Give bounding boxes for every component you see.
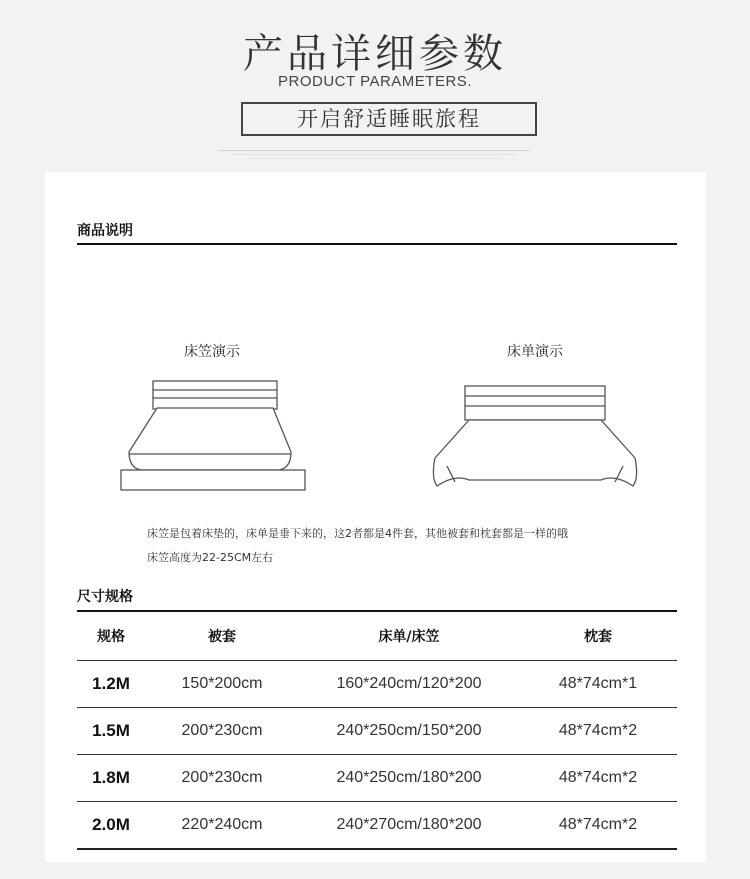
duvet-cover-cell: 200*230cm [145,755,299,802]
fitted-sheet-label: 床笠演示 [184,344,240,360]
column-header: 床单/床笠 [299,612,519,661]
duvet-cover-cell: 220*240cm [145,802,299,850]
description-section-title: 商品说明 [77,223,133,239]
page-header [0,0,750,170]
specs-table [77,612,677,850]
specs-section-title: 尺寸规格 [77,589,133,605]
sheet-cell: 240*250cm/180*200 [299,755,519,802]
content-panel [45,172,706,862]
size-cell: 1.2M [77,661,145,708]
table-row [77,802,677,850]
duvet-cover-cell: 150*200cm [145,661,299,708]
flat-sheet-bed-icon [425,378,655,493]
sheet-cell: 160*240cm/120*200 [299,661,519,708]
pillowcase-cell: 48*74cm*2 [519,802,677,850]
fitted-sheet-bed-icon [119,378,309,493]
page-title-english: PRODUCT PARAMETERS. [278,73,472,90]
description-text-2: 床笠高度为22-25CM左右 [147,551,274,564]
column-header: 被套 [145,612,299,661]
table-row [77,755,677,802]
size-cell: 2.0M [77,802,145,850]
flat-sheet-label: 床单演示 [507,344,563,360]
pillowcase-cell: 48*74cm*1 [519,661,677,708]
decorative-lines [218,150,530,162]
sheet-cell: 240*250cm/150*200 [299,708,519,755]
column-header: 规格 [77,612,145,661]
table-header-row [77,612,677,661]
description-text-1: 床笠是包着床垫的，床单是垂下来的，这2者都是4件套，其他被套和枕套都是一样的哦 [147,527,568,540]
sheet-cell: 240*270cm/180*200 [299,802,519,850]
size-cell: 1.5M [77,708,145,755]
column-header: 枕套 [519,612,677,661]
size-cell: 1.8M [77,755,145,802]
pillowcase-cell: 48*74cm*2 [519,708,677,755]
table-row [77,708,677,755]
duvet-cover-cell: 200*230cm [145,708,299,755]
subtitle-banner: 开启舒适睡眠旅程 [241,102,537,136]
table-row [77,661,677,708]
pillowcase-cell: 48*74cm*2 [519,755,677,802]
description-section-rule [77,243,677,245]
page-title: 产品详细参数 [243,31,507,77]
